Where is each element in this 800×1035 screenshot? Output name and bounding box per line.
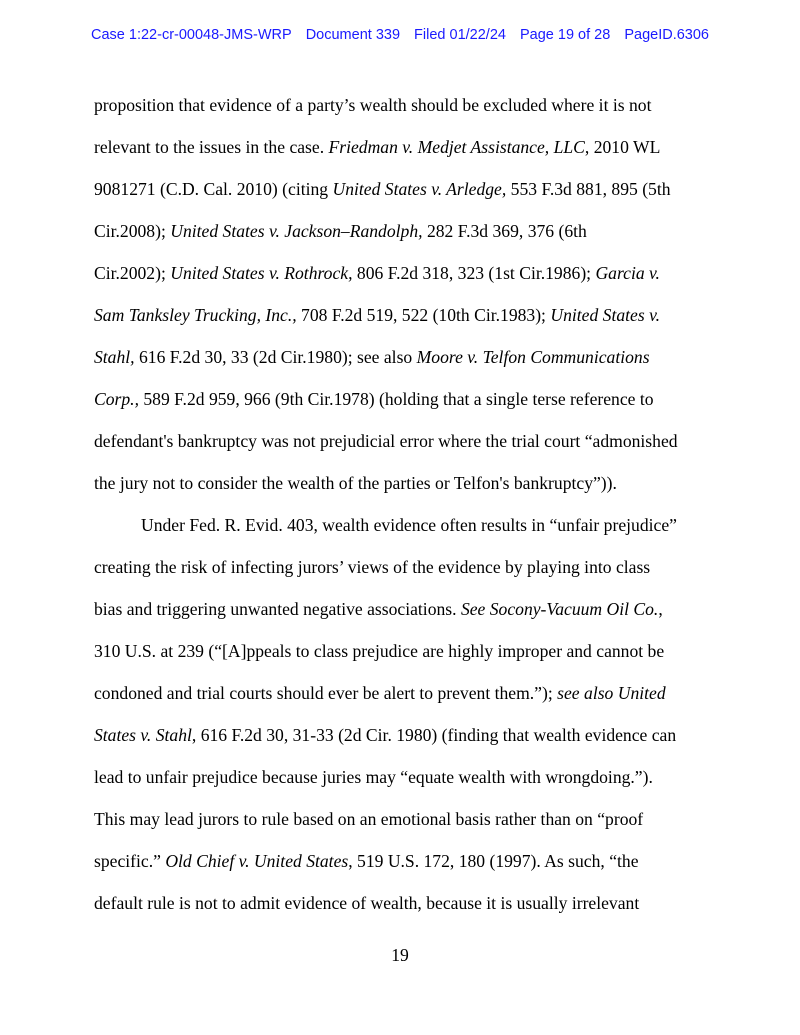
text-line xyxy=(94,378,734,420)
text-line xyxy=(94,840,734,882)
citation-text: See Socony-Vacuum Oil Co. xyxy=(460,599,659,619)
text-line xyxy=(94,630,734,672)
document-number: Document 339 xyxy=(305,27,401,43)
text-segment: Cir.2002); xyxy=(94,263,171,283)
document-body xyxy=(94,84,734,924)
text-segment: proposition that evidence of a party’s wealth should be excluded where it is not xyxy=(94,95,652,115)
citation-text: Old Chief v. United States xyxy=(165,851,349,871)
page-id: PageID.6306 xyxy=(624,27,709,43)
text-segment: creating the risk of infecting jurors’ views of the evidence by playing into class xyxy=(94,557,651,577)
text-segment: Under Fed. R. Evid. 403, wealth evidence often results in “unfair prejudice” xyxy=(141,515,677,535)
text-line xyxy=(94,210,734,252)
text-segment: Cir.2008); xyxy=(94,221,171,241)
text-segment: lead to unfair prejudice because juries may “equate wealth with wrongdoing.”). xyxy=(94,767,653,787)
text-segment: , 2010 WL xyxy=(584,137,661,157)
text-line xyxy=(94,294,734,336)
citation-text: United States v. xyxy=(550,305,660,325)
text-segment: 589 F.2d 959, 966 (9th Cir.1978) (holding that a single terse reference to xyxy=(138,389,654,409)
text-line xyxy=(94,84,734,126)
text-segment: the jury not to consider the wealth of the parties or Telfon's bankruptcy”)). xyxy=(94,473,617,493)
page-number: 19 xyxy=(391,945,409,965)
citation-text: Moore v. Telfon Communications xyxy=(416,347,650,367)
filed-date: Filed 01/22/24 xyxy=(414,27,506,43)
text-segment: bias and triggering unwanted negative associations. xyxy=(94,599,461,619)
text-line xyxy=(94,588,734,630)
text-segment: , 519 U.S. 172, 180 (1997). As such, “the xyxy=(348,851,639,871)
text-line xyxy=(94,504,734,546)
citation-text: Garcia v. xyxy=(595,263,660,283)
citation-text: States v. Stahl xyxy=(94,725,192,745)
citation-text: Stahl, xyxy=(94,347,135,367)
text-line xyxy=(94,882,734,924)
text-segment: , xyxy=(658,599,663,619)
text-line xyxy=(94,672,734,714)
text-line xyxy=(94,756,734,798)
text-segment: 616 F.2d 30, 33 (2d Cir.1980); see also xyxy=(134,347,417,367)
citation-text: Sam Tanksley Trucking, Inc., xyxy=(94,305,297,325)
text-segment: default rule is not to admit evidence of wealth, because it is usually irrelevant xyxy=(94,893,640,913)
citation-text: United States v. Arledge, xyxy=(332,179,507,199)
text-line xyxy=(94,252,734,294)
text-line xyxy=(94,336,734,378)
text-segment: relevant to the issues in the case. xyxy=(94,137,329,157)
text-segment: , 616 F.2d 30, 31-33 (2d Cir. 1980) (finding that wealth evidence can xyxy=(191,725,677,745)
page-of-pages: Page 19 of 28 xyxy=(519,27,611,43)
text-line xyxy=(94,420,734,462)
citation-text: United States v. Rothrock, xyxy=(170,263,353,283)
text-segment: 806 F.2d 318, 323 (1st Cir.1986); xyxy=(352,263,596,283)
text-segment: 282 F.3d 369, 376 (6th xyxy=(422,221,587,241)
citation-text: see also United xyxy=(557,683,666,703)
text-segment: specific.” xyxy=(94,851,166,871)
text-line xyxy=(94,546,734,588)
text-line xyxy=(94,168,734,210)
text-segment: 310 U.S. at 239 (“[A]ppeals to class prejudice are highly improper and cannot be xyxy=(94,641,665,661)
text-segment: 9081271 (C.D. Cal. 2010) (citing xyxy=(94,179,333,199)
text-segment: defendant's bankruptcy was not prejudicial error where the trial court “admonished xyxy=(94,431,678,451)
text-segment: 553 F.3d 881, 895 (5th xyxy=(506,179,671,199)
text-segment: 708 F.2d 519, 522 (10th Cir.1983); xyxy=(296,305,551,325)
text-line xyxy=(94,798,734,840)
text-line xyxy=(94,462,734,504)
text-segment: condoned and trial courts should ever be alert to prevent them.”); xyxy=(94,683,558,703)
text-segment: This may lead jurors to rule based on an emotional basis rather than on “proof xyxy=(94,809,644,829)
citation-text: United States v. Jackson–Randolph, xyxy=(170,221,423,241)
case-number: Case 1:22-cr-00048-JMS-WRP xyxy=(91,27,292,43)
citation-text: Friedman v. Medjet Assistance, LLC xyxy=(328,137,585,157)
citation-text: Corp., xyxy=(94,389,139,409)
court-filing-header xyxy=(0,27,800,43)
text-line xyxy=(94,126,734,168)
text-line xyxy=(94,714,734,756)
